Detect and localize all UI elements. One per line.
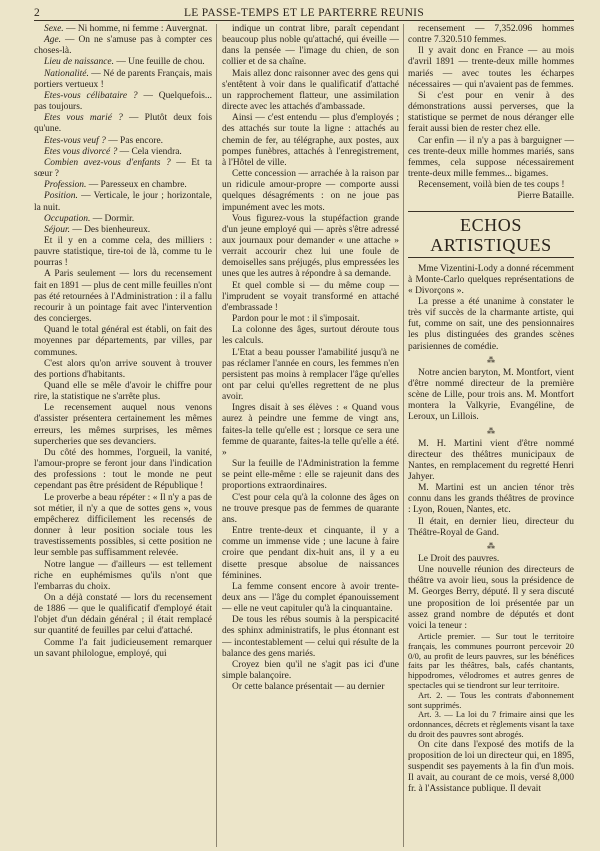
census-answer: — Dormir. [90, 213, 135, 224]
author-signature: Pierre Bataille. [517, 191, 574, 202]
paragraph: Le recensement auquel nous venons d'assister présentera certainement les mêmes erreurs, les mêmes surprises, les mêmes supercheries que ses devanciers. [34, 403, 212, 447]
section-title: ECHOS ARTISTIQUES [408, 211, 574, 258]
paragraph: Il y avait donc en France — au mois d'avril 1891 — trente-deux mille hommes mariés — avec toutes les écharpes nécessaires — qui n'avaient pas de femmes. [408, 46, 574, 90]
census-entry [34, 180, 212, 191]
column-divider [216, 24, 217, 847]
census-entry [34, 214, 212, 225]
paragraph: M. H. Martini vient d'être nommé directeur des théâtres municipaux de Nantes, en remplacement du regretté Henri Jahyer. [408, 438, 574, 482]
paragraph: Il était, en dernier lieu, directeur du Théâtre-Royal de Gand. [408, 516, 574, 538]
ornament-separator: ⁂ [487, 355, 495, 365]
paragraph: Pardon pour le mot : il s'imposait. [232, 314, 360, 325]
paragraph: Comme l'a fait judicieusement remarquer un savant philologue, employé, qui [34, 637, 212, 659]
census-entry [34, 91, 212, 113]
paragraph: Or cette balance présentait — au dernier [232, 682, 385, 693]
paragraph: Notre ancien baryton, M. Montfort, vient d'être nommé directeur de la première scène de Lille, pour trois ans. M. Montfort montera la Valkyrie, Evangéline, de Leroux, un Lillois. [408, 367, 574, 423]
ornament-separator: ⁂ [487, 426, 495, 436]
census-field: Etes-vous veuf ? [44, 135, 106, 146]
column-3 [408, 24, 574, 847]
page-header [34, 0, 574, 21]
paragraph: Mais allez donc raisonner avec des gens qui s'entêtent à voir dans le qualificatif d'attaché un rapprochement flatteur, une assimilation directe avec les attachés d'ambassade. [222, 68, 399, 113]
page-number: 2 [34, 7, 41, 19]
paragraph: Ainsi — c'est entendu — plus d'employés ; des attachés sur toute la ligne : attachés au chemin de fer, au télégraphe, aux postes, aux pompes funèbres, attachés à l'enregistrement, à l'Hôtel de ville. [222, 113, 399, 168]
echos-artistiques [408, 264, 574, 796]
census-entry [34, 225, 212, 236]
text-columns [34, 24, 574, 847]
paragraph: On a déjà constaté — lors du recensement de 1886 — que le qualificatif d'employé était l'objet d'un dédain général ; il était remplacé sur quantité de feuilles par celui d'attaché. [34, 592, 212, 637]
paragraph: M. Martini est un ancien ténor très connu dans les grands théâtres de province : Lyon, Rouen, Nantes, etc. [408, 483, 574, 516]
census-answer: — Pas encore. [105, 135, 163, 146]
census-field: Etes vous divorcé ? [44, 146, 118, 157]
paragraph: Quand elle se mêle d'avoir le chiffre pour rire, la statistique ne s'arrête plus. [34, 381, 212, 403]
paragraph: Quand le total général est établi, on fait des moyennes par départements, par villes, par communes. [34, 325, 212, 358]
census-entry [34, 24, 212, 35]
paragraph: La femme consent encore à avoir trente-deux ans — l'âge du complet épanouissement — elle ne veut capituler qu'à la cinquantaine. [222, 581, 399, 615]
census-entry [34, 147, 212, 158]
paragraph: On cite dans l'exposé des motifs de la proposition de loi un directeur qui, en 1895, suspendit ses payements à la fin d'un mois. Il avait, au courant de ce mois, versé 8,000 fr. à l'Assistance publique. Il devait [408, 739, 574, 795]
paragraph: La colonne des âges, surtout déroute tous les calculs. [222, 325, 399, 347]
census-field: Etes-vous célibataire ? [44, 90, 138, 101]
census-field: Sexe. [44, 24, 64, 34]
paragraph: Une nouvelle réunion des directeurs de théâtre va avoir lieu, sous la présidence de M. Georges Berry, député. Il y sera discuté une proposition de loi présentée par un assez grand nombre de députés et dont voici la teneur : [408, 565, 574, 631]
census-field: Lieu de naissance. [44, 57, 114, 68]
paragraph: Et il y en a comme cela, des milliers : pauvre statistique, tire-toi de là, comme tu le pourras ! [34, 235, 212, 269]
paragraph: Le Droit des pauvres. [418, 553, 500, 564]
paragraph: Mme Vizentini-Lody a donné récemment à Monte-Carlo quelques représentations de « Divorçons ». [408, 263, 574, 296]
paragraph: Car enfin — il n'y a pas à barguigner — ces trente-deux mille hommes mariés, sans femmes, cela suppose nécessairement trente-deux mille femmes... bigames. [408, 135, 574, 180]
paragraph: A Paris seulement — lors du recensement fait en 1891 — plus de cent mille feuilles n'ont pas été retournées à l'Administration : il a fallu recourir à un pointage fait avec l'intervention des concierges. [34, 269, 212, 325]
journal-title: LE PASSE-TEMPS ET LE PARTERRE REUNIS [183, 7, 425, 19]
census-answer: — Plutôt deux fois qu'une. [34, 113, 212, 135]
paragraph: Recensement, voilà bien de tes coups ! [418, 180, 565, 191]
census-answer: — Verticale, le jour ; horizontale, la nuit. [34, 191, 212, 213]
paragraph: Croyez bien qu'il ne s'agit pas ici d'une simple balançoire. [222, 659, 399, 682]
column-2 [222, 24, 399, 847]
census-field: Age. [44, 35, 62, 46]
census-answer: — Quelquefois... pas toujours. [34, 90, 212, 113]
census-answer: — Paresseux en chambre. [86, 180, 187, 191]
paragraph: Notre langue — d'ailleurs — est tellement riche en euphémismes qu'ils n'ont que l'embarras du choix. [34, 559, 212, 592]
census-field: Occupation. [44, 213, 91, 224]
column-divider [403, 24, 404, 847]
census-field: Séjour. [44, 224, 70, 235]
law-article: Art. 2. — Tous les contrats d'abonnement sont supprimés. [408, 689, 574, 710]
census-answer: — Ni homme, ni femme : Auvergnat. [63, 24, 208, 34]
paragraph: C'est pour cela qu'à la colonne des âges on ne trouve presque pas de femmes de quarante ans. [222, 492, 399, 525]
law-article: Art. 3. — La loi du 7 frimaire ainsi que les ordonnances, décrets et règlements visant la taxe du droit des pauvres sont abrogés. [408, 709, 574, 739]
paragraph: Si c'est pour en venir à des démonstrations aussi perverses, que la statistique se permet de nous déranger elle ferait aussi bien de rester chez elle. [408, 90, 574, 135]
article-end [408, 24, 574, 191]
paragraph: Le proverbe a beau répéter : « Il n'y a pas de sot métier, il n'y a que de sottes gens », vous empêcherez difficilement les recensés de donner à leur position sociale tous les travestissements possibles, si cette position ne leur semble pas suffisamment relevée. [34, 492, 212, 559]
paragraph: Ingres disait à ses élèves : « Quand vous aurez à peindre une femme de vingt ans, faites-la telle qu'elle est ; lorsque ce sera une femme de quarante, faites-la telle qu'elle a été. » [222, 403, 399, 458]
paragraph: recensement — 7,352.096 hommes contre 7.320.510 femmes. [408, 24, 574, 46]
census-field: Etes vous marié ? [44, 113, 123, 124]
paragraph: Vous figurez-vous la stupéfaction grande d'un jeune employé qui — après s'être adressé aux journaux pour demander « une attache » verrait accourir chez lui une foule de demoiselles sans préjugés, plus empressées les unes que les autres à répondre à sa demande. [222, 213, 399, 280]
paragraph: indique un contrat libre, paraît cependant beaucoup plus noble qu'attaché, qui éveille — dans la pensée — l'image du chien, de son collier et de sa chaîne. [222, 24, 399, 68]
census-entry [34, 35, 212, 57]
paragraph: C'est alors qu'on arrive souvent à trouver des portions d'habitants. [34, 358, 212, 380]
census-entry [34, 158, 212, 180]
ornament-separator: ⁂ [487, 541, 495, 551]
paragraph: De tous les rébus soumis à la perspicacité des sphinx administratifs, le plus étonnant est — incontestablement — celui qui résulte de la balance des gens mariés. [222, 615, 399, 659]
paragraph: L'Etat a beau pousser l'amabilité jusqu'à ne pas réclamer l'année en cours, les femmes n'en persistent pas moins à remplacer l'âge qu'elles ont par celui qu'elles regrettent de ne plus avoir. [222, 347, 399, 403]
law-article: Article premier. — Sur tout le territoire français, les communes pourront percevoir 20 0/0, au profit de leurs pauvres, sur les bénéfices faits par les théâtres, bals, cafés chantants, hippodromes, vélodromes et autres genres de spectacles qui se tiendront sur leur territoire. [408, 631, 574, 691]
census-field: Combien avez-vous d'enfants ? [44, 157, 171, 168]
census-answer: — Et ta sœur ? [34, 157, 212, 180]
census-answer: — Né de parents Français, mais portiers vertueux ! [34, 68, 212, 90]
paragraph: Cette concession — arrachée à la raison par un ridicule amour-propre — comporte aussi quelques désagréments : on ne joue pas impunément avec les mots. [222, 169, 399, 213]
paragraph: Et quel comble si — du même coup — l'imprudent se voyait transformé en attaché d'embrassade ! [222, 280, 399, 313]
census-answer: — Une feuille de chou. [113, 57, 205, 68]
paragraph: Sur la feuille de l'Administration la femme se peint elle-même : elle se rajeunit dans des proportions extraordinaires. [222, 459, 399, 492]
census-answer: — On ne s'amuse pas à compter ces choses-là. [34, 35, 212, 57]
paragraph: Entre trente-deux et cinquante, il y a comme un immense vide ; une lacune à faire croire que pendant dix-huit ans, il y a eu disette presque absolue de naissances féminines. [222, 526, 399, 581]
census-answer: — Des bienheureux. [69, 224, 151, 235]
paragraph: Du côté des hommes, l'orgueil, la vanité, l'amour-propre se feront jour dans l'indication des professions : tout le monde ne peut cependant pas être président de République ! [34, 447, 212, 492]
census-field: Profession. [44, 180, 87, 191]
census-entry [34, 191, 212, 213]
census-entry [34, 113, 212, 135]
paragraph: La presse a été unanime à constater le très vif succès de la charmante artiste, qui fut, comme on sait, une des pensionnaires les plus distinguées des grandes scènes parisiennes de comédie. [408, 296, 574, 352]
census-field: Position. [44, 191, 78, 202]
census-field: Nationalité. [44, 68, 89, 79]
census-entry [34, 69, 212, 91]
census-entry [34, 57, 212, 68]
census-entry [34, 136, 212, 147]
census-answer: — Cela viendra. [117, 146, 182, 157]
column-1 [34, 24, 212, 847]
